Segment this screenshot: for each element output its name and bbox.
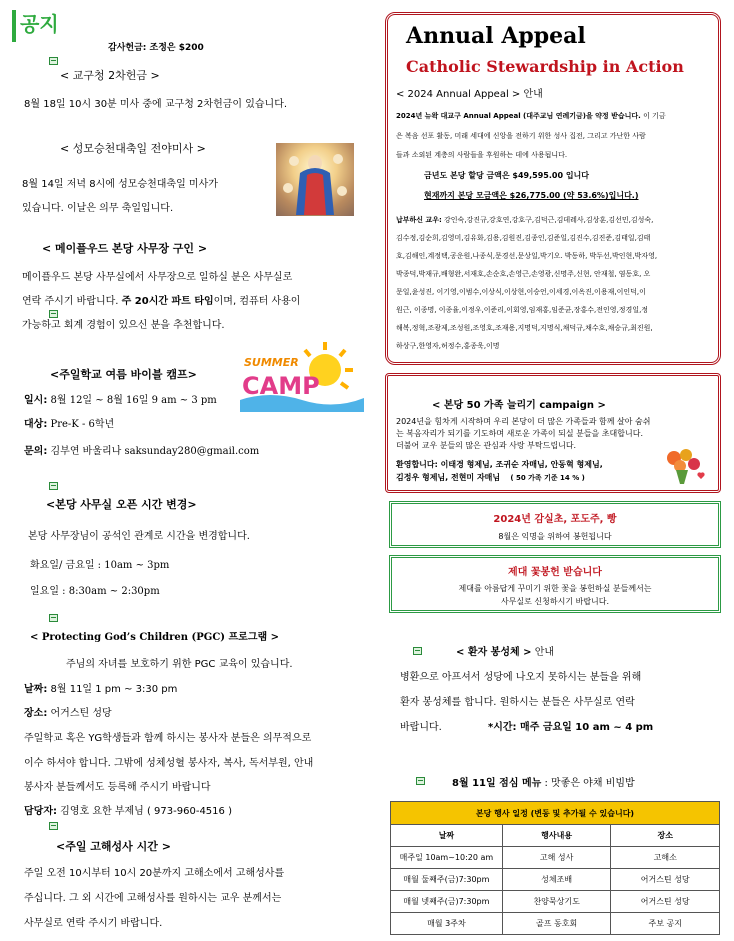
schedule-caption: 본당 행사 일정 (변동 및 추가될 수 있습니다) — [391, 802, 720, 825]
schedule-cell: 어거스틴 성당 — [611, 891, 720, 913]
schedule-cell: 매주일 10am~10:20 am — [391, 847, 503, 869]
pgc-date: 날짜: 8월 11일 1 pm ~ 3:30 pm — [24, 684, 178, 695]
flower-bouquet-icon — [658, 446, 706, 486]
appeal-donors-2: 김수정,김순희,김영미,김유화,김용,김원진,김종인,김준일,김진수,김진준,김태일,김태 — [396, 234, 651, 242]
assumption-line-2: 있습니다. 이날은 의무 축일입니다. — [22, 203, 174, 214]
table-row — [391, 891, 720, 913]
schedule-header-date: 날짜 — [391, 825, 503, 847]
schedule-header-place: 장소 — [611, 825, 720, 847]
camp-target: 대상: Pre-K - 6학년 — [24, 419, 115, 430]
harvest-box — [389, 501, 721, 548]
altar-flowers-line-2: 사무실로 신청하시기 바랍니다. — [500, 597, 610, 606]
appeal-donors-5: 문일,윤성진, 이기영,이범수,이상식,이상현,이승언,이세경,이옥진,이용재,이인덕,이 — [396, 288, 646, 296]
altar-flowers-box — [389, 555, 721, 613]
families-welcome-1: 환영합니다: 이태경 형제님, 조귀순 자매님, 안동혁 형제님, — [396, 460, 603, 469]
appeal-donors-7: 해복,정혁,조광제,조성원,조영호,조재용,지명덕,지명식,채덕규,채수호,채승규,최진원, — [396, 324, 653, 332]
section-title-pgc: < Protecting God’s Children (PGC) 프로그램 > — [30, 632, 280, 643]
summer-camp-logo — [240, 338, 364, 412]
camp-contact: 문의: 김부연 바울리나 saksunday280@gmail.com — [24, 446, 260, 457]
schedule-cell: 어거스틴 성당 — [611, 869, 720, 891]
pgc-body-2: 이수 하셔야 합니다. 그밖에 성체성혈 봉사자, 복사, 독서부원, 안내 — [24, 758, 314, 769]
office-manager-line-3: 가능하고 회계 경험이 있으신 분을 추천합니다. — [22, 320, 225, 331]
appeal-donors-8: 하상구,한영자,허정수,홍종욱,이명 — [396, 342, 500, 350]
appeal-donors-6: 원근, 이종명, 이종율,이정우,이준리,이회영,임재홍,임준균,장홍수,전인영,정경일,정 — [396, 306, 649, 314]
appeal-current: 현재까지 본당 모금액은 $26,775.00 (약 53.6%)입니다.) — [424, 191, 639, 200]
sick-communion-line-3: 바랍니다. — [400, 722, 442, 733]
schedule-cell: 매월 둘째주(금)7:30pm — [391, 869, 503, 891]
camp-logo-word-2: CAMP — [242, 372, 320, 400]
section-title-office-hours: <본당 사무실 오픈 시간 변경> — [46, 498, 197, 511]
event-schedule-table — [390, 801, 720, 935]
appeal-donors-3: 호,김해인,계정택,공운원,나종식,문경선,문상일,박기오. 박동하, 박두선,박인현,박자영, — [396, 252, 658, 260]
pgc-intro: 주님의 자녀를 보호하기 위한 PGC 교육이 있습니다. — [66, 659, 293, 670]
sick-communion-line-1: 병환으로 아프셔서 성당에 나오지 못하시는 분들을 위해 — [400, 672, 642, 683]
office-hours-line-3: 일요일 : 8:30am ~ 2:30pm — [30, 586, 160, 597]
bullet-icon — [49, 57, 58, 65]
camp-date: 일시: 8월 12일 ~ 8월 16일 9 am ~ 3 pm — [24, 395, 217, 406]
appeal-para-1: 2024년 뉴왁 대교구 Annual Appeal (대주교님 연례기금)을 약정 받습니다. 이 기금 — [396, 112, 666, 120]
appeal-subtitle: Catholic Stewardship in Action — [406, 57, 684, 76]
section-body-diocese-collection: 8월 18일 10시 30분 미사 중에 교구청 2차헌금이 있습니다. — [24, 99, 288, 110]
assumption-line-1: 8월 14일 저녁 8시에 성모승천대축일 미사가 — [22, 179, 218, 190]
harvest-body: 8월은 익명을 위하여 봉헌됩니다 — [498, 532, 612, 541]
altar-flowers-line-1: 제대를 아름답게 꾸미기 위한 꽃을 봉헌하실 분들께서는 — [458, 584, 652, 593]
bullet-icon — [416, 777, 425, 785]
assumption-image — [276, 143, 354, 216]
lunch-menu: 8월 11일 점심 메뉴 : 맛좋은 야채 비빔밥 — [452, 778, 635, 789]
virgin-mary-icon — [276, 143, 354, 216]
section-title-confession: <주일 고해성사 시간 > — [56, 840, 171, 853]
table-row — [391, 913, 720, 935]
families-campaign-box — [385, 373, 721, 493]
section-title-bible-camp: <주일학교 여름 바이블 캠프> — [50, 368, 197, 381]
schedule-cell: 고해 성사 — [502, 847, 611, 869]
sick-communion-line-2: 환자 봉성체를 합니다. 원하시는 분들은 사무실로 연락 — [400, 697, 635, 708]
schedule-cell: 매월 넷째주(금)7:30pm — [391, 891, 503, 913]
pgc-contact: 담당자: 김영호 요한 부제님 ( 973-960-4516 ) — [24, 806, 232, 817]
confession-line-2: 주십니다. 그 외 시간에 고해성사를 원하시는 교우 분께서는 — [24, 893, 282, 904]
confession-line-1: 주일 오전 10시부터 10시 20분까지 고해소에서 고해성사를 — [24, 868, 285, 879]
appeal-heading: < 2024 Annual Appeal > 안내 — [396, 89, 543, 100]
schedule-cell: 고해소 — [611, 847, 720, 869]
harvest-title: 2024년 감실초, 포도주, 빵 — [493, 514, 617, 525]
camp-logo-word-1: SUMMER — [244, 356, 299, 369]
altar-flowers-title: 제대 꽃봉헌 받습니다 — [508, 567, 602, 578]
notice-accent-bar — [12, 10, 16, 42]
office-manager-line-2: 연락 주시기 바랍니다. 주 20시간 파트 타임이며, 컴퓨터 사용이 — [22, 296, 301, 307]
page-title: 공지 — [20, 12, 59, 36]
families-line-1: 2024년을 힘차게 시작하며 우리 본당이 더 많은 가족들과 함께 살아 숨쉬 — [396, 417, 651, 426]
families-line-2: 는 복음자리가 되기를 기도하며 새로운 가족이 되실 분들을 초대합니다. — [396, 429, 643, 438]
appeal-para-2: 은 복음 선포 활동, 미래 세대에 신앙을 전하기 위한 성사 집전, 그리고 가난한 사람 — [396, 132, 646, 140]
bullet-icon — [413, 647, 422, 655]
schedule-cell: 찬양묵상기도 — [502, 891, 611, 913]
pgc-body-3: 봉사자 분들께서도 등록해 주시기 바랍니다 — [24, 782, 211, 793]
donation-note: 감사헌금: 조정은 $200 — [108, 43, 204, 53]
schedule-cell: 매월 3주차 — [391, 913, 503, 935]
pgc-place: 장소: 어거스틴 성당 — [24, 708, 112, 719]
schedule-cell: 골프 동호회 — [502, 913, 611, 935]
annual-appeal-box — [385, 12, 721, 365]
families-title: < 본당 50 가족 늘리기 campaign > — [432, 400, 606, 411]
sick-communion-time: *시간: 매주 금요일 10 am ~ 4 pm — [488, 722, 654, 733]
schedule-header-event: 행사내용 — [502, 825, 611, 847]
bullet-icon — [49, 482, 58, 490]
bullet-icon — [49, 822, 58, 830]
office-hours-line-1: 본당 사무장님이 공석인 관계로 시간을 변경합니다. — [28, 531, 250, 542]
sick-communion-title: < 환자 봉성체 > 안내 — [456, 647, 555, 658]
appeal-donors-1: 납부하신 교우: 강인숙,강진규,강호연,강호구,김덕근,김데레사,김상훈,김선민,김성숙, — [396, 216, 654, 224]
families-welcome-2: 김정우 형제님, 전현미 자매님 ( 50 가족 기준 14 % ) — [396, 473, 585, 482]
bullet-icon — [49, 614, 58, 622]
confession-line-3: 사무실로 연락 주시기 바랍니다. — [24, 918, 163, 929]
schedule-cell: 주보 공지 — [611, 913, 720, 935]
appeal-goal: 금년도 본당 할당 금액은 $49,595.00 입니다 — [424, 171, 589, 180]
office-hours-line-2: 화요일/ 금요일 : 10am ~ 3pm — [30, 560, 170, 571]
appeal-donors-4: 박종덕,박재규,배형완,서재호,손순호,손영근,손영광,신명주,신현, 안재철, 염동호, 오 — [396, 270, 651, 278]
table-row — [391, 869, 720, 891]
appeal-para-3: 들과 소외된 계층의 사람들을 후원하는 데에 사용됩니다. — [396, 151, 568, 159]
appeal-title: Annual Appeal — [406, 23, 586, 49]
section-title-assumption-mass: < 성모승천대축일 전야미사 > — [60, 142, 206, 155]
families-line-3: 더불어 교우 분들의 많은 관심과 사랑 부탁드립니다. — [396, 441, 577, 450]
office-manager-line-1: 메이플우드 본당 사무실에서 사무장으로 일하실 분은 사무실로 — [22, 272, 293, 283]
schedule-cell: 성체조배 — [502, 869, 611, 891]
pgc-body-1: 주일학교 혹은 YG학생들과 함께 하시는 봉사자 분들은 의무적으로 — [24, 733, 312, 744]
table-row — [391, 847, 720, 869]
section-title-office-manager: < 메이플우드 본당 사무장 구인 > — [42, 242, 208, 255]
section-title-diocese-collection: < 교구청 2차헌금 > — [60, 69, 160, 82]
